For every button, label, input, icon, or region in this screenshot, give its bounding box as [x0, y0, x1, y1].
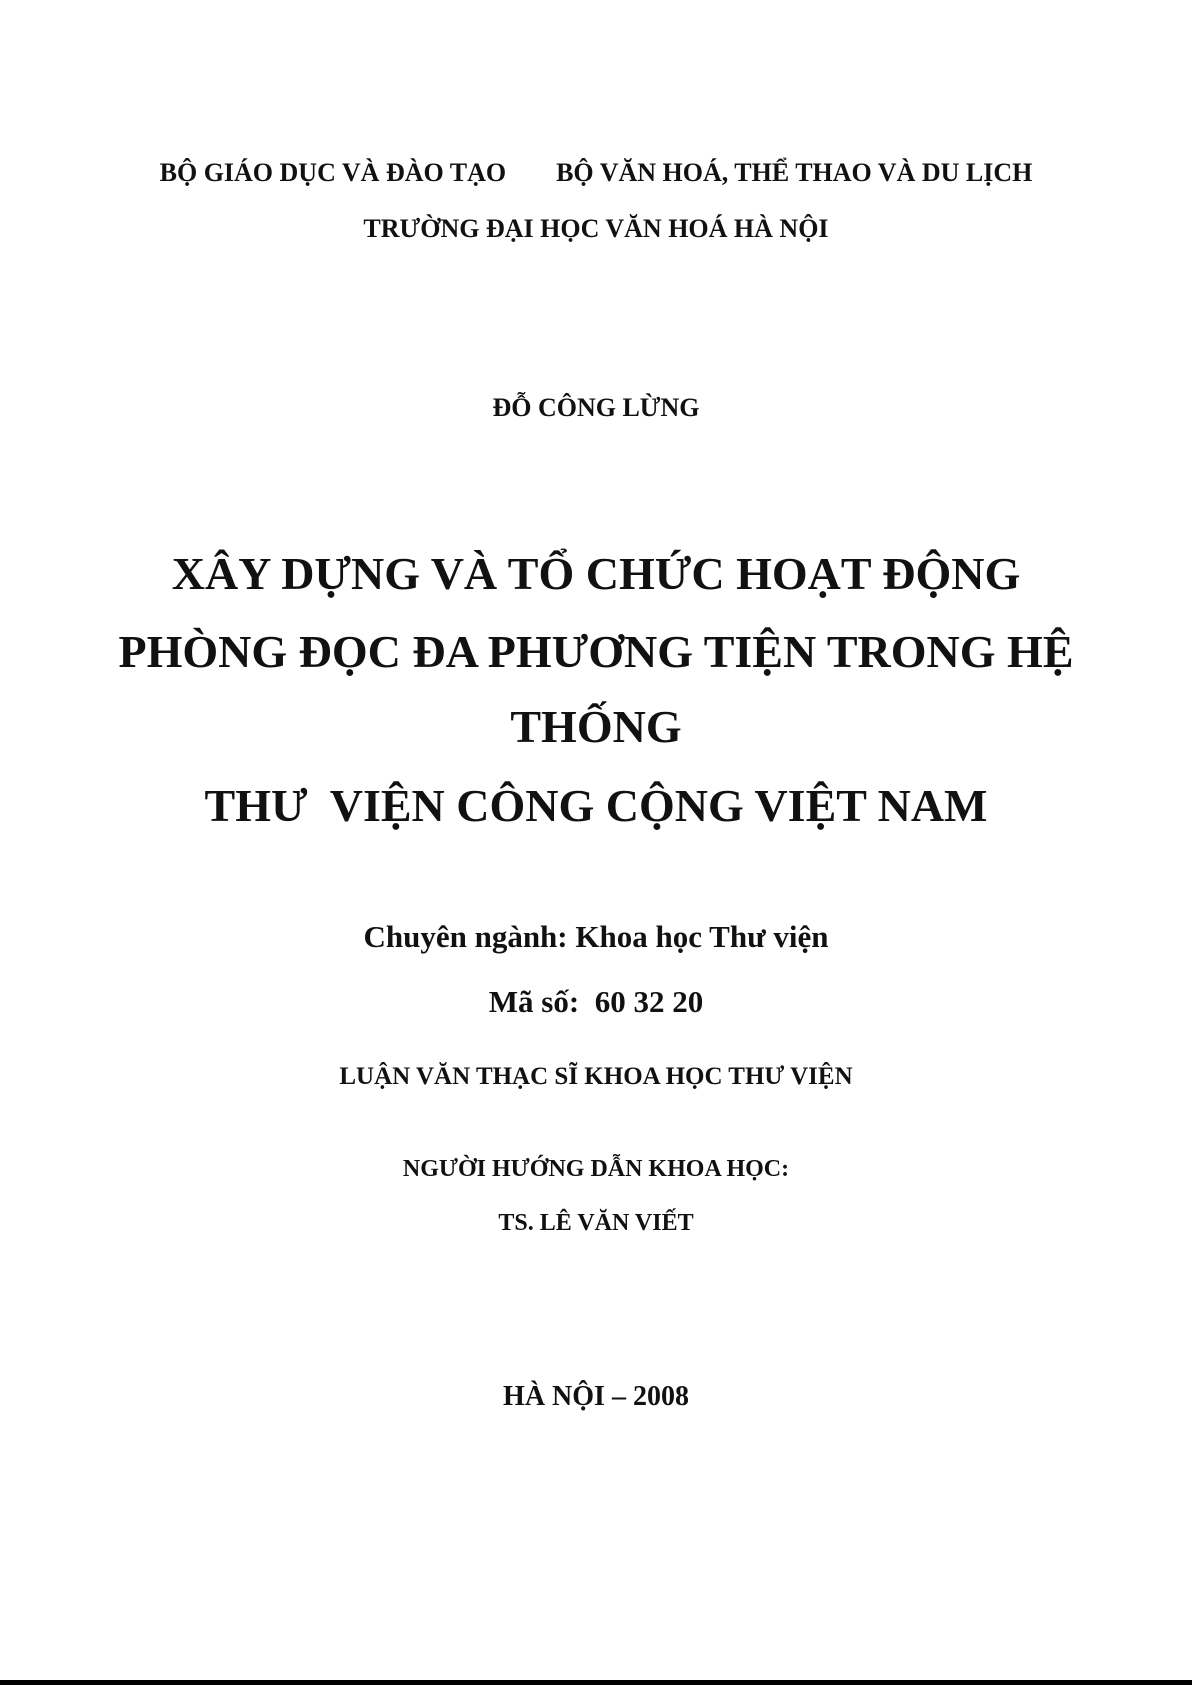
major-field: Chuyên ngành: Khoa học Thư viện [363, 919, 829, 954]
advisor-name: TS. LÊ VĂN VIẾT [498, 1210, 694, 1236]
bottom-border [0, 1680, 1192, 1685]
ministry-education: BỘ GIÁO DỤC VÀ ĐÀO TẠO [159, 158, 507, 187]
thesis-title-line-4: THƯ VIỆN CÔNG CỘNG VIỆT NAM [204, 780, 988, 831]
advisor-label: NGƯỜI HƯỚNG DẪN KHOA HỌC: [402, 1156, 790, 1182]
author-name: ĐỖ CÔNG LỪNG [492, 393, 700, 422]
university-name: TRƯỜNG ĐẠI HỌC VĂN HOÁ HÀ NỘI [363, 214, 829, 243]
thesis-title-line-3: THỐNG [510, 701, 682, 752]
ministry-culture: BỘ VĂN HOÁ, THỂ THAO VÀ DU LỊCH [556, 158, 1033, 187]
degree-type: LUẬN VĂN THẠC SĨ KHOA HỌC THƯ VIỆN [339, 1063, 853, 1090]
header-ministries [0, 158, 1192, 188]
place-year: HÀ NỘI – 2008 [503, 1381, 689, 1412]
thesis-title-line-2: PHÒNG ĐỌC ĐA PHƯƠNG TIỆN TRONG HỆ [118, 626, 1074, 677]
thesis-title-line-1: XÂY DỰNG VÀ TỔ CHỨC HOẠT ĐỘNG [171, 548, 1021, 599]
major-code: Mã số: 60 32 20 [488, 984, 704, 1019]
